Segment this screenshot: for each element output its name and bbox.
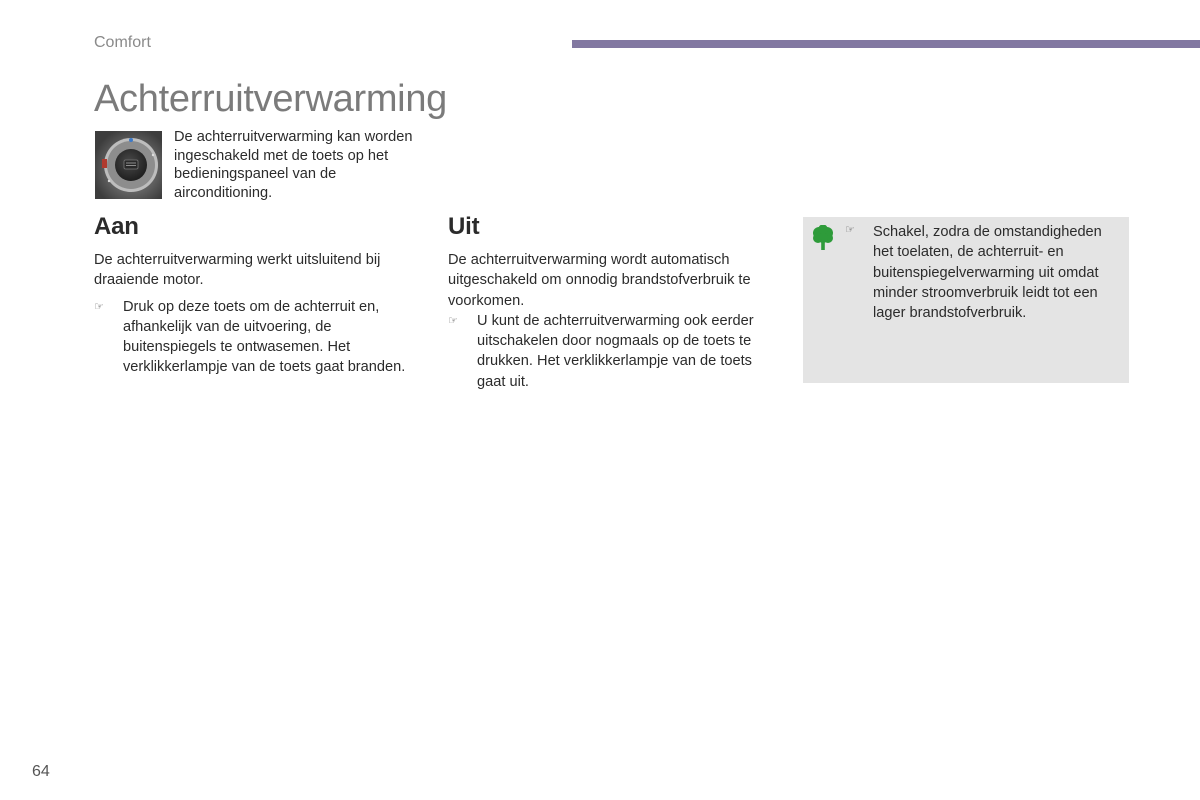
intro-text: De achterruitverwarming kan worden ingeschakeld met de toets op het bedieningspaneel van de airconditioning. — [174, 129, 413, 201]
section-uit-bullet — [448, 311, 778, 392]
header-accent-bar — [572, 40, 1200, 48]
section-uit-heading: Uit — [448, 213, 480, 240]
eco-tree-icon — [812, 225, 834, 251]
section-aan-heading: Aan — [94, 213, 139, 240]
section-uit — [448, 212, 778, 392]
page-title: Achterruitverwarming — [94, 78, 447, 120]
section-aan-bullet-text: Druk op deze toets om de achterruit en, afhankelijk van de uitvoering, de buitenspiegels te ontwasemen. Het verklikkerlampje van de toets gaat branden. — [123, 298, 406, 376]
section-aan-bullet — [94, 297, 414, 378]
section-uit-bullet-text: U kunt de achterruitverwarming ook eerder uitschakelen door nogmaals op de toets te drukken. Het verklikkerlampje van de toets gaat uit. — [477, 312, 754, 390]
section-uit-paragraph: De achterruitverwarming wordt automatisch uitgeschakeld om onnodig brandstofverbruik te voorkomen. — [448, 252, 751, 309]
section-aan — [94, 212, 414, 378]
pointing-hand-icon: ☞ — [448, 314, 458, 327]
section-label: Comfort — [94, 34, 151, 51]
eco-note-text: Schakel, zodra de omstandigheden het toelaten, de achterruit- en buitenspiegelverwarming uit omdat minder stroomverbruik leidt tot een lager brandstofverbruik. — [873, 224, 1102, 322]
pointing-hand-icon: ☞ — [845, 224, 855, 236]
rear-defrost-knob-image — [95, 131, 162, 199]
section-aan-paragraph: De achterruitverwarming werkt uitsluitend bij draaiende motor. — [94, 252, 381, 289]
page-number: 64 — [32, 763, 50, 780]
eco-note-box — [803, 217, 1129, 383]
pointing-hand-icon: ☞ — [94, 300, 104, 313]
